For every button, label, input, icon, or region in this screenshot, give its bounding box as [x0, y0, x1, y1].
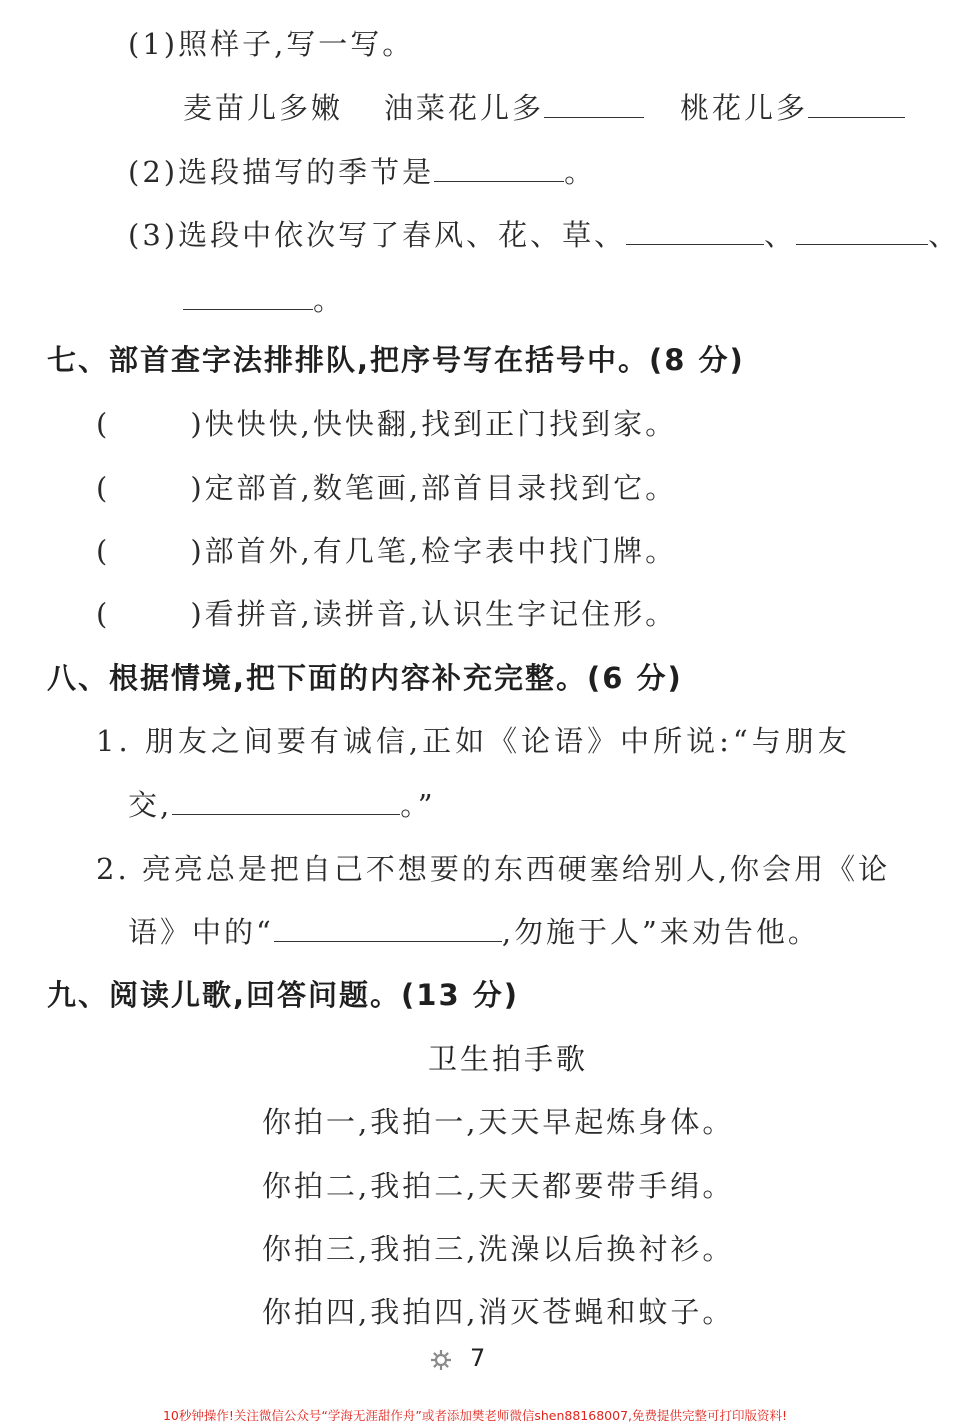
poem-title: 卫生拍手歌 — [428, 1042, 589, 1076]
footer-notice: 10秒钟操作!关注微信公众号“学海无涯甜作舟”或者添加樊老师微信shen88168007,免费提供完整可打印版资料! — [162, 1408, 788, 1423]
section9-heading: 九、阅读儿歌,回答问题。(13 分) — [47, 978, 519, 1012]
s8-q1-prefix: 交, — [128, 788, 173, 822]
q6-sub3-dun1: 、 — [764, 218, 797, 252]
s8-q2-blank[interactable] — [274, 915, 502, 942]
q6-sub3-blank1[interactable] — [626, 218, 764, 245]
page-number: 7 — [470, 1344, 486, 1372]
s8-q2-line1: 2. 亮亮总是把自己不想要的东西硬塞给别人,你会用《论 — [96, 852, 891, 886]
q6-sub2-text: (2)选段描写的季节是 — [128, 155, 435, 189]
s8-q1-blank[interactable] — [172, 788, 400, 815]
q6-sub1-item2-text: 桃花儿多 — [680, 91, 809, 125]
q6-sub1-label: (1)照样子,写一写。 — [128, 27, 415, 61]
section7-heading: 七、部首查字法排排队,把序号写在括号中。(8 分) — [47, 343, 745, 377]
q6-sub3 — [128, 217, 960, 253]
q6-sub1-item1-text: 油菜花儿多 — [384, 91, 545, 125]
q6-sub1-example: 麦苗儿多嫩 — [183, 91, 344, 125]
s7-item-1-open: ( — [96, 407, 111, 441]
s8-q2-suffix: ,勿施于人”来劝告他。 — [501, 915, 820, 949]
s8-q2-prefix: 语》中的“ — [128, 915, 274, 949]
poem-line-3: 你拍三,我拍三,洗澡以后换衬衫。 — [262, 1232, 735, 1266]
q6-sub3-text: (3)选段中依次写了春风、花、草、 — [128, 218, 627, 252]
q6-sub2-blank[interactable] — [434, 155, 564, 182]
poem-line-4: 你拍四,我拍四,消灭苍蝇和蚊子。 — [262, 1295, 735, 1329]
s8-q2-line2 — [128, 914, 820, 950]
gear-icon — [429, 1348, 453, 1376]
s7-item-3-text: )部首外,有几笔,检字表中找门牌。 — [190, 534, 678, 568]
s7-item-1 — [96, 406, 677, 442]
s8-q1-suffix: 。” — [400, 788, 436, 822]
s7-item-1-text: )快快快,快快翻,找到正门找到家。 — [190, 407, 678, 441]
s7-item-4-text: )看拼音,读拼音,认识生字记住形。 — [190, 597, 678, 631]
q6-sub1-item2 — [680, 90, 905, 126]
q6-sub3-period: 。 — [313, 283, 346, 317]
poem-line-1: 你拍一,我拍一,天天早起炼身体。 — [262, 1105, 735, 1139]
s7-item-4-open: ( — [96, 597, 111, 631]
s7-item-2-open: ( — [96, 471, 111, 505]
q6-sub1-blank2[interactable] — [808, 91, 905, 118]
s7-item-2-text: )定部首,数笔画,部首目录找到它。 — [190, 471, 678, 505]
q6-sub2 — [128, 154, 596, 190]
q6-sub1-blank1[interactable] — [544, 91, 644, 118]
q6-sub3-cont — [183, 282, 345, 318]
s8-q1-line2 — [128, 787, 436, 823]
q6-sub2-period: 。 — [564, 155, 597, 189]
poem-line-2: 你拍二,我拍二,天天都要带手绢。 — [262, 1169, 735, 1203]
section8-heading: 八、根据情境,把下面的内容补充完整。(6 分) — [47, 661, 683, 695]
s7-item-3-open: ( — [96, 534, 111, 568]
q6-sub3-dun2: 、 — [928, 218, 960, 252]
s7-item-2 — [96, 470, 677, 506]
s8-q1-line1: 1. 朋友之间要有诚信,正如《论语》中所说:“与朋友 — [96, 724, 851, 758]
s7-item-3 — [96, 533, 677, 569]
s7-item-4 — [96, 596, 677, 632]
q6-sub1-item1 — [384, 90, 644, 126]
q6-sub3-blank3[interactable] — [183, 283, 313, 310]
q6-sub3-blank2[interactable] — [796, 218, 928, 245]
